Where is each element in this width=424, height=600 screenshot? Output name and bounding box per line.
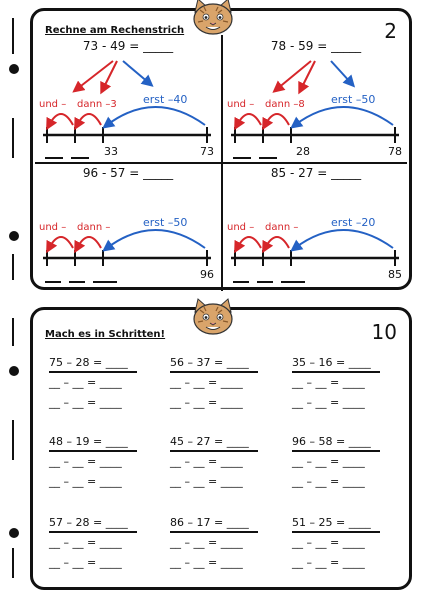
arc-dann <box>265 237 289 248</box>
step-line[interactable]: __ – __ = ____ <box>170 536 243 549</box>
arc-und <box>237 237 261 248</box>
tick-label-mid: 33 <box>104 145 118 158</box>
split-arrow-red <box>301 61 315 89</box>
underline <box>49 450 137 452</box>
split-arrow-blue <box>123 61 149 83</box>
worksheet-card-rechenstrich <box>30 8 412 290</box>
underline <box>292 531 380 533</box>
label-erst: erst –20 <box>331 216 376 229</box>
underline <box>170 531 258 533</box>
label-erst: erst –50 <box>143 216 188 229</box>
equation: 78 - 59 = _____ <box>270 39 362 53</box>
split-arrow-blue <box>331 61 351 83</box>
label-erst: erst –50 <box>331 93 376 106</box>
tick-label-mid: 28 <box>296 145 310 158</box>
rechenstrich-cell <box>39 164 217 289</box>
tick-label-end: 78 <box>388 145 402 158</box>
underline <box>170 450 258 452</box>
step-line[interactable]: __ – __ = ____ <box>49 556 122 569</box>
binder-hole-icon <box>9 64 19 74</box>
equation: 73 - 49 = _____ <box>82 39 174 53</box>
underline <box>292 371 380 373</box>
step-line[interactable]: __ – __ = ____ <box>292 536 365 549</box>
underline <box>292 450 380 452</box>
rechenstrich-cell <box>227 37 405 162</box>
step-line[interactable]: __ – __ = ____ <box>170 475 243 488</box>
rechenstrich-cell <box>227 164 405 289</box>
binder-line <box>12 18 14 54</box>
tick-label-end: 73 <box>200 145 214 158</box>
tick-label-end: 96 <box>200 268 214 281</box>
label-erst: erst –40 <box>143 93 188 106</box>
step-line[interactable]: __ – __ = ____ <box>292 376 365 389</box>
arc-dann <box>77 237 101 248</box>
label-dann: dann – <box>77 222 111 233</box>
split-arrow-red <box>77 61 113 89</box>
label-dann: dann –3 <box>77 99 117 110</box>
problem-equation: 51 – 25 = ____ <box>292 516 371 529</box>
problem-equation: 56 – 37 = ____ <box>170 356 249 369</box>
binder-line <box>12 118 14 158</box>
binder-line <box>12 548 14 578</box>
step-line[interactable]: __ – __ = ____ <box>292 475 365 488</box>
equation: 96 - 57 = _____ <box>82 166 174 180</box>
underline <box>49 531 137 533</box>
step-line[interactable]: __ – __ = ____ <box>49 475 122 488</box>
step-line[interactable]: __ – __ = ____ <box>170 396 243 409</box>
step-line[interactable]: __ – __ = ____ <box>49 396 122 409</box>
step-line[interactable]: __ – __ = ____ <box>49 536 122 549</box>
arc-und <box>49 114 73 125</box>
binder-line <box>12 420 14 460</box>
label-und: und – <box>227 99 255 110</box>
binder-hole-icon <box>9 231 19 241</box>
arc-dann <box>77 114 101 125</box>
split-arrow-red <box>277 61 311 89</box>
label-dann: dann – <box>265 222 299 233</box>
step-line[interactable]: __ – __ = ____ <box>292 455 365 468</box>
binder-line <box>12 254 14 280</box>
card-title: Rechne am Rechenstrich <box>45 25 185 36</box>
tick-label-end: 85 <box>388 268 402 281</box>
step-line[interactable]: __ – __ = ____ <box>170 455 243 468</box>
step-line[interactable]: __ – __ = ____ <box>170 556 243 569</box>
arc-erst <box>107 230 205 248</box>
binder-hole-icon <box>9 528 19 538</box>
label-und: und – <box>39 99 67 110</box>
arc-und <box>49 237 73 248</box>
label-dann: dann –8 <box>265 99 305 110</box>
cat-icon <box>190 298 236 336</box>
arc-erst <box>295 107 393 125</box>
problem-equation: 45 – 27 = ____ <box>170 435 249 448</box>
label-und: und – <box>227 222 255 233</box>
binder-line <box>12 318 14 346</box>
worksheet-card-schritte <box>30 307 412 590</box>
problem-equation: 57 – 28 = ____ <box>49 516 128 529</box>
card-number: 2 <box>384 19 397 43</box>
step-line[interactable]: __ – __ = ____ <box>292 396 365 409</box>
rechenstrich-cell <box>39 37 217 162</box>
step-line[interactable]: __ – __ = ____ <box>292 556 365 569</box>
label-und: und – <box>39 222 67 233</box>
step-line[interactable]: __ – __ = ____ <box>49 376 122 389</box>
split-arrow-red <box>103 61 117 89</box>
underline <box>170 371 258 373</box>
card-title: Mach es in Schritten! <box>45 329 166 340</box>
card-number: 10 <box>371 320 397 344</box>
arc-dann <box>265 114 289 125</box>
step-line[interactable]: __ – __ = ____ <box>49 455 122 468</box>
binder-hole-icon <box>9 366 19 376</box>
cat-icon <box>190 0 236 36</box>
step-line[interactable]: __ – __ = ____ <box>170 376 243 389</box>
problem-equation: 35 – 16 = ____ <box>292 356 371 369</box>
arc-erst <box>295 230 393 248</box>
arc-erst <box>107 107 205 125</box>
problem-equation: 75 – 28 = ____ <box>49 356 128 369</box>
equation: 85 - 27 = _____ <box>270 166 362 180</box>
problem-equation: 96 – 58 = ____ <box>292 435 371 448</box>
problem-equation: 86 – 17 = ____ <box>170 516 249 529</box>
arc-und <box>237 114 261 125</box>
underline <box>49 371 137 373</box>
problem-equation: 48 – 19 = ____ <box>49 435 128 448</box>
